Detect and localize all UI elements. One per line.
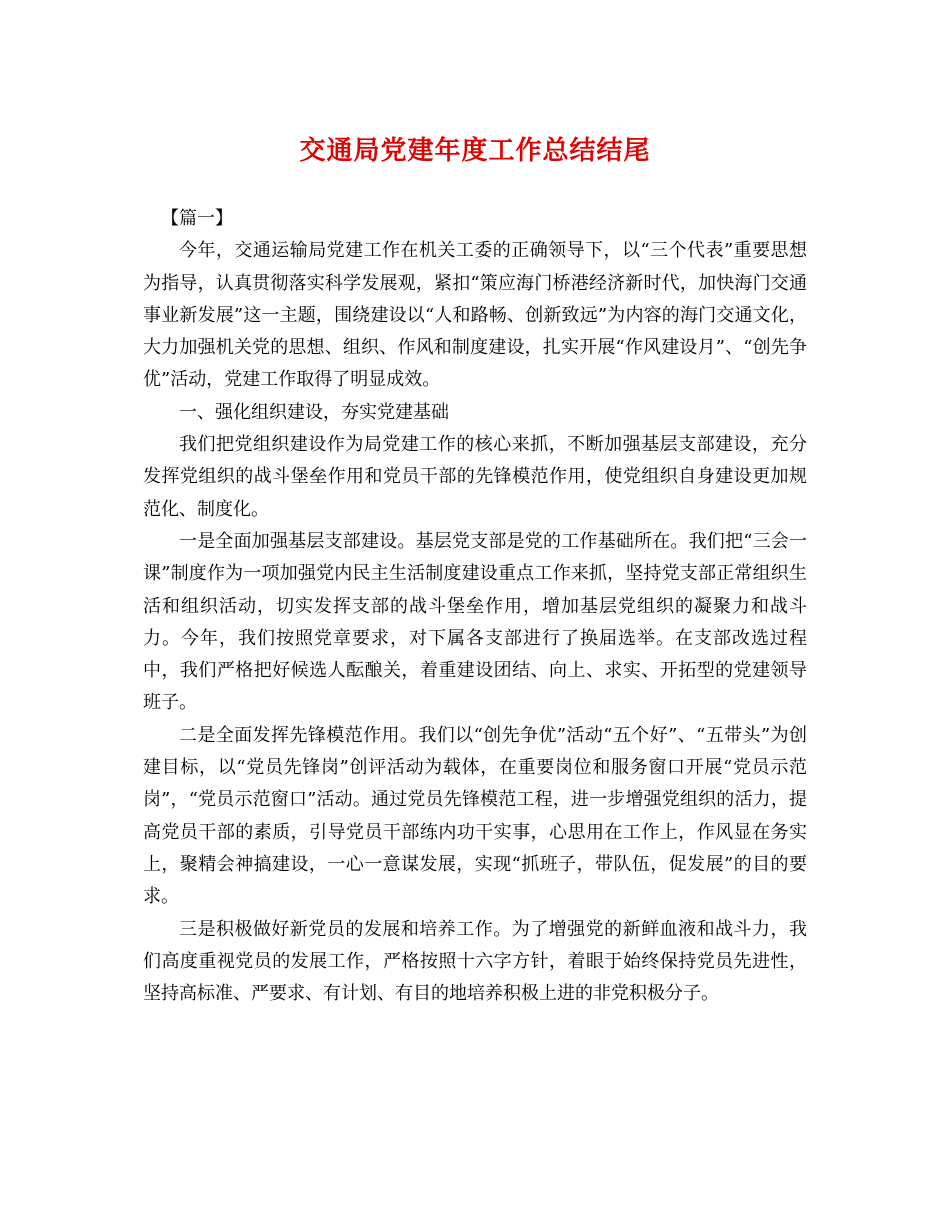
document-title: 交通局党建年度工作总结结尾 — [299, 136, 651, 166]
paragraph-point-2: 二是全面发挥先锋模范作用。我们以“创先争优”活动“五个好”、“五带头”为创建目标，以“党员先锋岗”创评活动为载体，在重要岗位和服务窗口开展“党员示范岗”，“党员示范窗口”活动。通过党员先锋模范工程，进一步增强党组织的活力，提高党员干部的素质，引导党员干部练内功干实事，心思用在工作上，作风显在务实上，聚精会神搞建设，一心一意谋发展，实现“抓班子，带队伍，促发展”的目的要求。 — [143, 724, 807, 908]
section-heading-1: 一、强化组织建设，夯实党建基础 — [179, 401, 449, 423]
document-body — [143, 203, 807, 1010]
paragraph-point-1: 一是全面加强基层支部建设。基层党支部是党的工作基础所在。我们把“三会一课”制度作为一项加强党内民主生活制度建设重点工作来抓，坚持党支部正常组织生活和组织活动，切实发挥支部的战斗堡垒作用，增加基层党组织的凝聚力和战斗力。今年，我们按照党章要求，对下属各支部进行了换届选举。在支部改选过程中，我们严格把好候选人酝酿关，着重建设团结、向上、求实、开拓型的党建领导班子。 — [143, 530, 807, 714]
section-label: 【篇一】 — [161, 208, 233, 229]
paragraph-intro: 今年，交通运输局党建工作在机关工委的正确领导下，以“三个代表”重要思想为指导，认真贯彻落实科学发展观，紧扣“策应海门桥港经济新时代，加快海门交通事业新发展”这一主题，围绕建设以“人和路畅、创新致远”为内容的海门交通文化，大力加强机关党的思想、组织、作风和制度建设，扎实开展“作风建设月”、“创先争优”活动，党建工作取得了明显成效。 — [143, 240, 807, 391]
paragraph-point-3: 三是积极做好新党员的发展和培养工作。为了增强党的新鲜血液和战斗力，我们高度重视党员的发展工作，严格按照十六字方针，着眼于始终保持党员先进性，坚持高标准、严要求、有计划、有目的地培养积极上进的非党积极分子。 — [143, 918, 807, 1005]
paragraph-org-building: 我们把党组织建设作为局党建工作的核心来抓，不断加强基层支部建设，充分发挥党组织的战斗堡垒作用和党员干部的先锋模范作用，使党组织自身建设更加规范化、制度化。 — [143, 434, 807, 520]
